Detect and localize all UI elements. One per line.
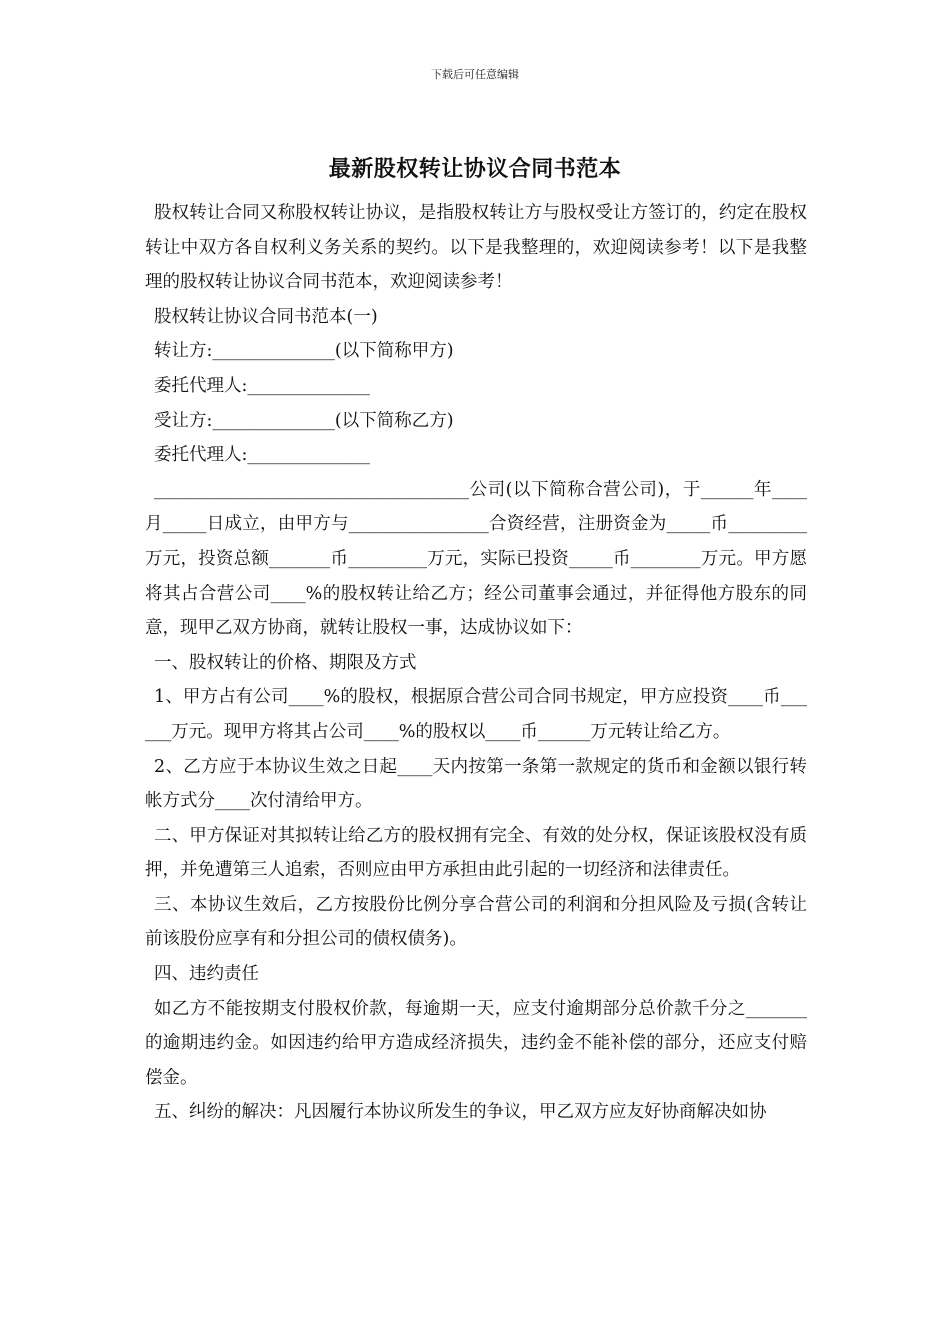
section-heading: 股权转让协议合同书范本(一) <box>154 306 378 327</box>
transferee-agent-line: 委托代理人:______________ <box>154 445 370 466</box>
header-note: 下载后可任意编辑 <box>431 68 519 81</box>
clause-2-paragraph: 2、乙方应于本协议生效之日起____天内按第一条第一款规定的货币和金额以银行转帐方式分____次付清给甲方。 <box>145 756 807 812</box>
intro-paragraph: 股权转让合同又称股权转让协议，是指股权转让方与股权受让方签订的，约定在股权转让中双方各自权利义务关系的契约。以下是我整理的，欢迎阅读参考！以下是我整理的股权转让协议合同书范本，欢迎阅读参考！ <box>145 203 807 293</box>
document-body <box>145 196 807 1130</box>
clause-1-paragraph: 1、甲方占有公司____%的股权，根据原合营公司合同书规定，甲方应投资____币______万元。现甲方将其占公司____%的股权以____币______万元转让给乙方。 <box>145 687 807 742</box>
document-title: 最新股权转让协议合同书范本 <box>328 156 622 182</box>
transferee-line: 受让方:______________(以下简称乙方) <box>154 410 454 431</box>
dispute-resolution-paragraph: 五、纠纷的解决：凡因履行本协议所发生的争议，甲乙双方应友好协商解决如协 <box>154 1102 767 1123</box>
clause-warranty-paragraph: 二、甲方保证对其拟转让给乙方的股权拥有完全、有效的处分权，保证该股权没有质押，并免遭第三人追索，否则应由甲方承担由此引起的一切经济和法律责任。 <box>145 825 807 881</box>
clause-heading-price: 一、股权转让的价格、期限及方式 <box>154 652 417 673</box>
clause-heading-liability: 四、违约责任 <box>154 964 259 985</box>
clause-profit-sharing-paragraph: 三、本协议生效后，乙方按股份比例分享合营公司的利润和分担风险及亏损(含转让前该股份应享有和分担公司的债权债务)。 <box>145 894 807 950</box>
transferor-agent-line: 委托代理人:______________ <box>154 375 370 396</box>
liability-paragraph: 如乙方不能按期支付股权价款，每逾期一天，应支付逾期部分总价款千分之_______的逾期违约金。如因违约给甲方造成经济损失，违约金不能补偿的部分，还应支付赔偿金。 <box>145 998 807 1088</box>
company-background-paragraph: ____________________________________公司(以下简称合营公司)，于______年____月_____日成立，由甲方与________________合资经营，注册资金为_____币_________万元，投资总额_______币_________万元，实际已投资_____币________万元。甲方愿将其占合营公司____%的股权转让给乙方；经公司董事会通过，并征得他方股东的同意，现甲乙双方协商，就转让股权一事，达成协议如下： <box>145 479 807 639</box>
transferor-line: 转让方:______________(以下简称甲方) <box>154 341 454 362</box>
